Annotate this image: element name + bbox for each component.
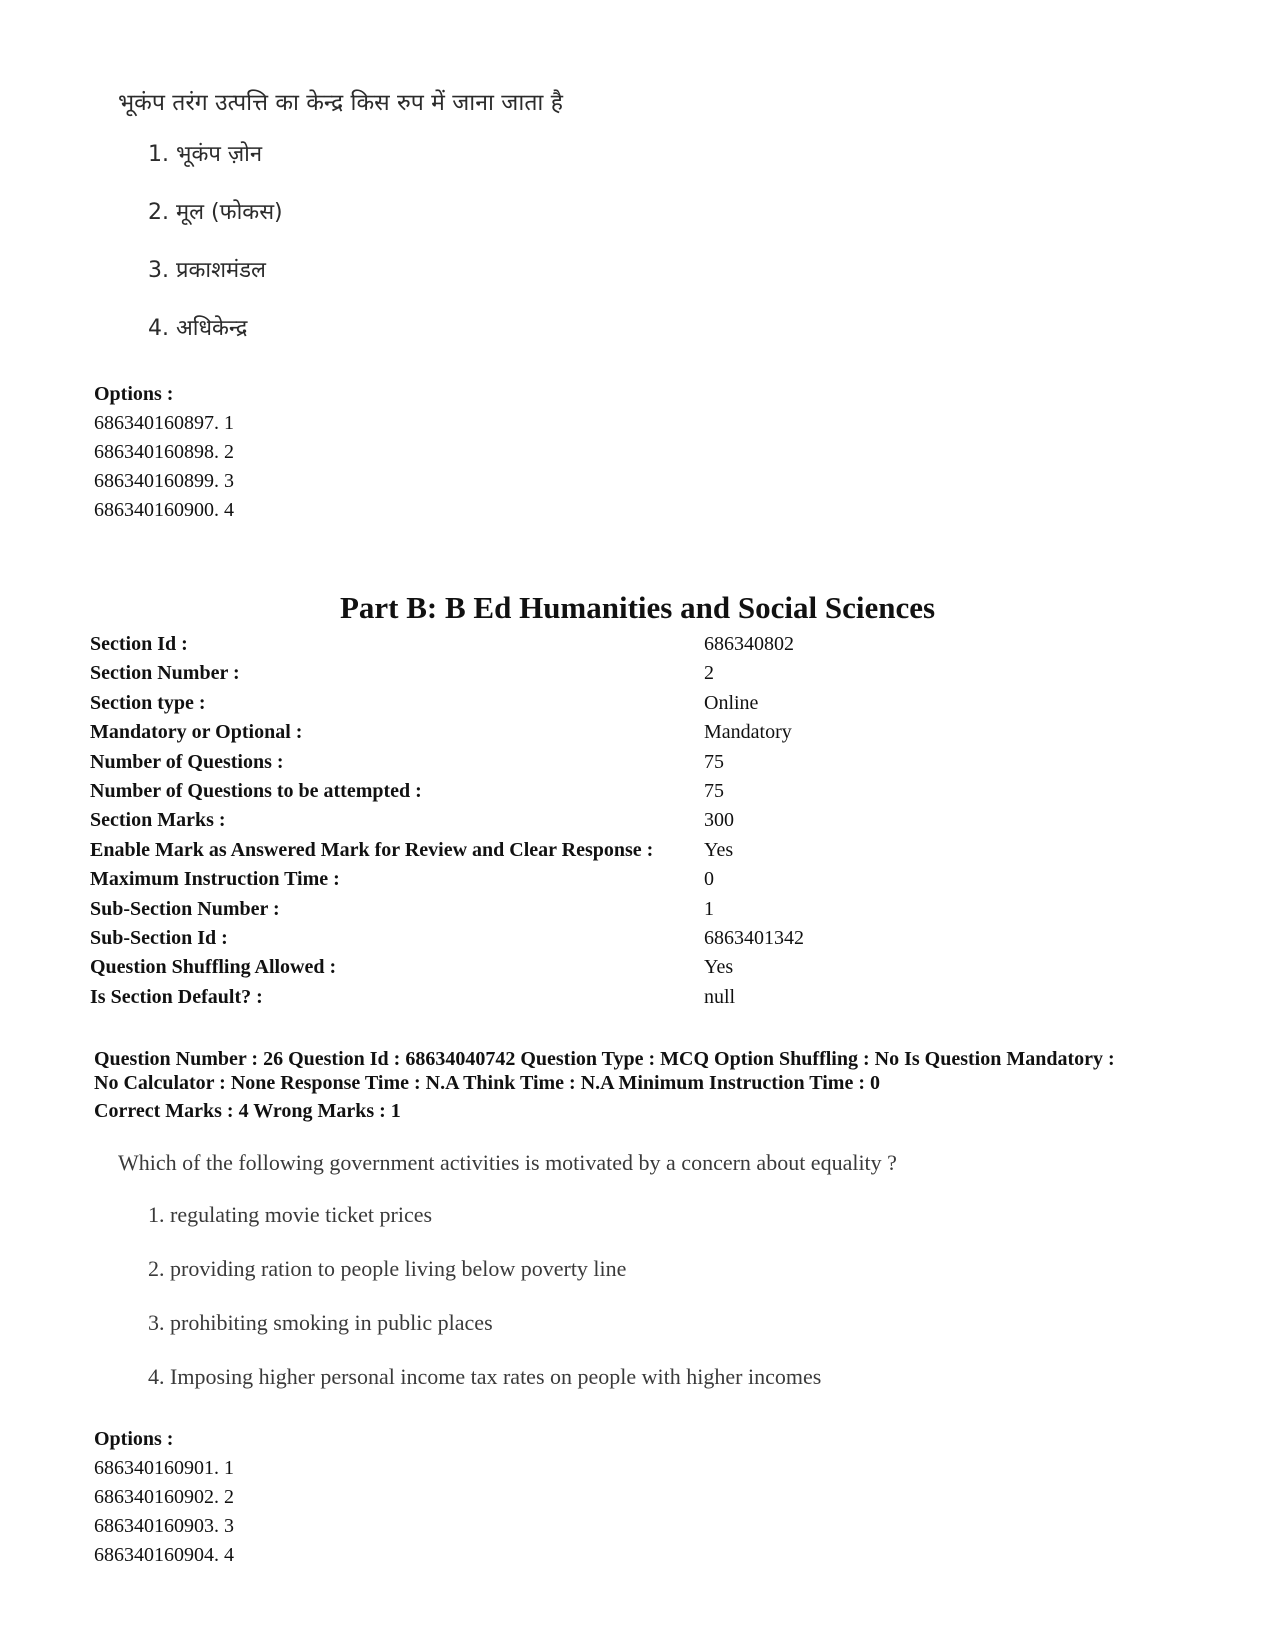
section-label: Section Marks :	[90, 809, 226, 832]
section-value: 6863401342	[704, 927, 804, 950]
section-label: Number of Questions :	[90, 750, 284, 773]
answer-choice: 1. regulating movie ticket prices	[148, 1202, 433, 1227]
options-heading: Options :	[94, 1428, 174, 1450]
section-label: Sub-Section Id :	[90, 927, 228, 950]
question-marks: Correct Marks : 4 Wrong Marks : 1	[94, 1100, 401, 1122]
section-value: Yes	[704, 956, 734, 979]
option-id: 686340160900. 4	[94, 499, 234, 521]
option-id: 686340160904. 4	[94, 1544, 234, 1566]
question-meta-line: No Calculator : None Response Time : N.A Think Time : N.A Minimum Instruction Time : 0	[94, 1072, 880, 1094]
section-row	[90, 777, 990, 806]
option-id: 686340160902. 2	[94, 1486, 234, 1508]
answer-choice: 4. Imposing higher personal income tax rates on people with higher incomes	[148, 1364, 822, 1389]
section-label: Question Shuffling Allowed :	[90, 956, 337, 979]
section-value: null	[704, 985, 736, 1008]
section-row	[90, 689, 990, 718]
question-text: भूकंप तरंग उत्पत्ति का केन्द्र किस रुप में जाना जाता है	[118, 90, 563, 116]
section-row	[90, 895, 990, 924]
section-label: Mandatory or Optional :	[90, 721, 303, 744]
section-value: 300	[704, 809, 734, 832]
section-value: 1	[704, 897, 714, 920]
option-id: 686340160901. 1	[94, 1457, 234, 1479]
question-meta-line: Question Number : 26 Question Id : 68634040742 Question Type : MCQ Option Shuffling : No Is Question Mandatory :	[94, 1048, 1115, 1070]
section-row	[90, 659, 990, 688]
options-list	[94, 1425, 234, 1570]
answer-choice: 2. providing ration to people living below poverty line	[148, 1256, 627, 1281]
option-id: 686340160899. 3	[94, 470, 234, 492]
answer-choice: 3. prohibiting smoking in public places	[148, 1310, 493, 1335]
answer-choice: 1. भूकंप ज़ोन	[148, 142, 263, 167]
section-value: Yes	[704, 838, 734, 861]
section-row	[90, 718, 990, 747]
section-label: Number of Questions to be attempted :	[90, 780, 422, 803]
section-value: 2	[704, 662, 714, 685]
answer-choice: 3. प्रकाशमंडल	[148, 258, 266, 283]
answer-choice: 2. मूल (फोकस)	[148, 200, 283, 225]
option-id: 686340160897. 1	[94, 412, 234, 434]
options-heading: Options :	[94, 383, 174, 405]
section-label: Section type :	[90, 691, 206, 714]
section-value: 0	[704, 868, 714, 891]
option-id: 686340160898. 2	[94, 441, 234, 463]
section-row	[90, 630, 990, 659]
answer-choice: 4. अधिकेन्द्र	[148, 316, 248, 341]
section-row	[90, 924, 990, 953]
section-label: Section Id :	[90, 633, 188, 655]
section-label: Sub-Section Number :	[90, 897, 280, 920]
section-row	[90, 748, 990, 777]
section-label: Section Number :	[90, 662, 240, 685]
section-row	[90, 806, 990, 835]
section-value: 686340802	[704, 633, 794, 655]
section-row	[90, 836, 990, 865]
section-row	[90, 865, 990, 894]
question-text: Which of the following government activities is motivated by a concern about equality ?	[118, 1150, 897, 1175]
section-label: Enable Mark as Answered Mark for Review and Clear Response :	[90, 838, 654, 861]
section-value: 75	[704, 750, 724, 773]
options-list	[94, 380, 234, 525]
section-label: Maximum Instruction Time :	[90, 868, 340, 891]
section-row	[90, 983, 990, 1012]
section-info-table	[90, 630, 990, 1012]
section-value: Mandatory	[704, 721, 792, 744]
section-value: 75	[704, 780, 724, 803]
part-title: Part B: B Ed Humanities and Social Sciences	[339, 590, 936, 625]
question-metadata	[94, 1047, 1204, 1123]
question-image-english	[118, 1148, 1118, 1416]
section-row	[90, 953, 990, 982]
section-value: Online	[704, 691, 759, 714]
section-label: Is Section Default? :	[90, 985, 263, 1008]
option-id: 686340160903. 3	[94, 1515, 234, 1537]
question-image-hindi	[118, 88, 918, 372]
